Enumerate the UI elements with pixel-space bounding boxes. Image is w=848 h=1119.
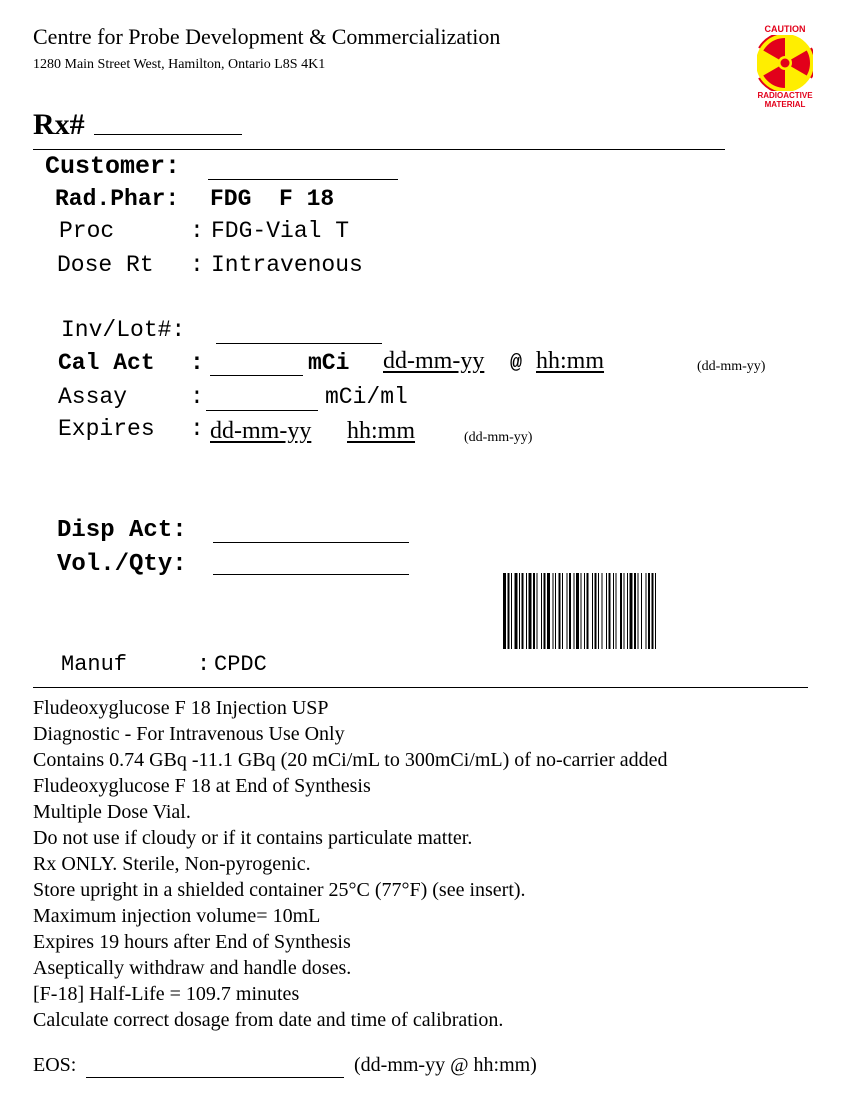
barcode-bar (537, 573, 538, 649)
barcode-bar (511, 573, 512, 649)
barcode-bar (559, 573, 561, 649)
barcode-bar (576, 573, 579, 649)
info-line: Rx ONLY. Sterile, Non-pyrogenic. (33, 853, 311, 875)
cal-act-field[interactable] (210, 375, 303, 376)
expires-format-hint: (dd-mm-yy) (464, 430, 533, 445)
vol-qty-label: Vol./Qty: (57, 551, 187, 578)
barcode-bar (587, 573, 589, 649)
assay-label: Assay (58, 384, 128, 410)
cal-act-label: Cal Act (58, 350, 155, 376)
proc-label: Proc (59, 218, 115, 244)
barcode-bar (655, 573, 656, 649)
dose-route-value: Intravenous (211, 252, 363, 278)
eos-field[interactable] (86, 1077, 344, 1078)
disp-act-field[interactable] (213, 542, 409, 543)
barcode-bar (547, 573, 550, 649)
info-line: Do not use if cloudy or if it contains particulate matter. (33, 827, 473, 849)
barcode-bar (592, 573, 593, 649)
customer-label: Customer: (45, 152, 181, 181)
barcode-bar (567, 573, 568, 649)
dose-route-label: Dose Rt (57, 252, 154, 278)
barcode-bar (616, 573, 617, 649)
barcode-bar (581, 573, 582, 649)
product-info (33, 695, 668, 1033)
organization-address: 1280 Main Street West, Hamilton, Ontario L8S 4K1 (33, 57, 326, 72)
info-line: Store upright in a shielded container 25°C (77°F) (see insert). (33, 879, 526, 901)
info-line: Fludeoxyglucose F 18 Injection USP (33, 697, 329, 719)
organization-name: Centre for Probe Development & Commercialization (33, 24, 501, 49)
cal-act-date[interactable]: dd-mm-yy (383, 348, 485, 374)
rx-number-field[interactable] (94, 134, 242, 135)
barcode-bar (598, 573, 599, 649)
info-line: Aseptically withdraw and handle doses. (33, 957, 352, 979)
eos-format-hint: (dd-mm-yy @ hh:mm) (354, 1054, 537, 1076)
barcode-bar (544, 573, 546, 649)
expires-date[interactable]: dd-mm-yy (210, 418, 312, 444)
barcode-bar (638, 573, 639, 649)
barcode-bar (574, 573, 575, 649)
barcode-bar (526, 573, 527, 649)
barcode-bar (602, 573, 603, 649)
barcode-bar (503, 573, 506, 649)
cal-act-format-hint: (dd-mm-yy) (697, 359, 766, 374)
info-line: Fludeoxyglucose F 18 at End of Synthesis (33, 775, 371, 797)
expires-label: Expires (58, 416, 155, 442)
cal-act-colon: : (190, 350, 204, 376)
inv-lot-field[interactable] (216, 343, 382, 344)
barcode (503, 573, 793, 649)
barcode-bar (553, 573, 554, 649)
barcode-bar (634, 573, 636, 649)
barcode-bar (624, 573, 625, 649)
assay-field[interactable] (206, 410, 318, 411)
barcode-bar (533, 573, 535, 649)
manuf-value: CPDC (214, 652, 267, 677)
vol-qty-field[interactable] (213, 574, 409, 575)
radphar-value: FDG F 18 (210, 186, 335, 212)
assay-colon: : (190, 384, 204, 410)
info-divider (33, 687, 808, 688)
barcode-bar (641, 573, 642, 649)
barcode-bar (584, 573, 585, 649)
barcode-bar (595, 573, 597, 649)
radphar-label: Rad.Phar: (55, 186, 180, 212)
dose-route-colon: : (190, 252, 204, 278)
info-line: [F-18] Half-Life = 109.7 minutes (33, 983, 300, 1005)
cal-act-at: @ (510, 352, 523, 375)
barcode-bar (652, 573, 654, 649)
expires-colon: : (190, 416, 204, 442)
cal-act-unit: mCi (308, 350, 350, 376)
radiation-trefoil-icon (757, 35, 813, 91)
barcode-bar (522, 573, 524, 649)
info-line: Multiple Dose Vial. (33, 801, 191, 823)
barcode-bar (508, 573, 510, 649)
customer-field[interactable] (208, 179, 398, 180)
barcode-bar (609, 573, 611, 649)
material-label: MATERIAL (764, 100, 806, 109)
barcode-bar (648, 573, 650, 649)
caution-label: CAUTION (764, 24, 806, 34)
barcode-bar (541, 573, 542, 649)
proc-colon: : (190, 218, 204, 244)
barcode-bar (515, 573, 518, 649)
header-divider (33, 149, 725, 150)
info-line: Expires 19 hours after End of Synthesis (33, 931, 351, 953)
disp-act-label: Disp Act: (57, 517, 187, 544)
info-line: Contains 0.74 GBq -11.1 GBq (20 mCi/mL to 300mCi/mL) of no-carrier added (33, 749, 668, 771)
cal-act-time[interactable]: hh:mm (536, 348, 605, 374)
barcode-bar (555, 573, 556, 649)
expires-time[interactable]: hh:mm (347, 418, 416, 444)
manuf-colon: : (197, 652, 211, 677)
radioactive-caution-badge (753, 24, 817, 112)
info-line: Calculate correct dosage from date and time of calibration. (33, 1009, 504, 1031)
barcode-bar (562, 573, 563, 649)
barcode-bar (627, 573, 628, 649)
rx-number-label: Rx# (33, 108, 85, 141)
eos-label: EOS: (33, 1054, 77, 1076)
radioactive-label: RADIOACTIVE (757, 91, 813, 100)
inv-lot-label: Inv/Lot#: (61, 317, 186, 343)
assay-unit: mCi/ml (325, 384, 408, 410)
info-line: Maximum injection volume= 10mL (33, 905, 321, 927)
barcode-bar (606, 573, 607, 649)
barcode-bar (529, 573, 532, 649)
barcode-bar (519, 573, 520, 649)
barcode-bar (620, 573, 622, 649)
barcode-bar (630, 573, 633, 649)
barcode-bar (569, 573, 571, 649)
manuf-label: Manuf (61, 652, 128, 677)
proc-value: FDG-Vial T (211, 218, 350, 244)
barcode-bar (646, 573, 647, 649)
barcode-bar (613, 573, 614, 649)
info-line: Diagnostic - For Intravenous Use Only (33, 723, 345, 745)
